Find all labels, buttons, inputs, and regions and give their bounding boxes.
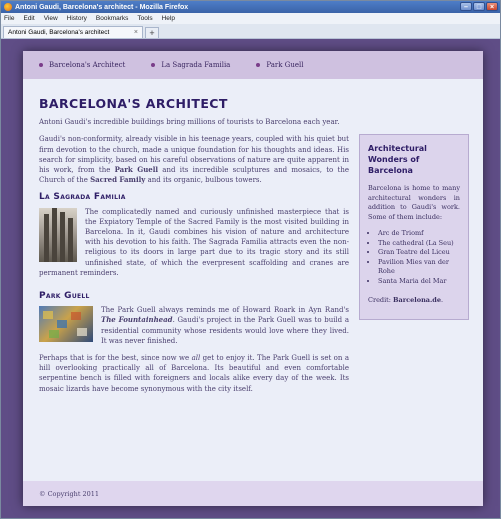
copyright-text: © Copyright 2011 <box>39 489 100 498</box>
text: . Gaudi's project in the Park Guell was to build a residential community whose residents would love where they lived. It was never finished. <box>101 316 349 345</box>
menu-tools[interactable]: Tools <box>137 15 153 22</box>
text: . <box>440 296 444 304</box>
menu-bar <box>1 13 500 24</box>
title-bar <box>1 1 500 13</box>
menu-history[interactable]: History <box>66 15 87 22</box>
park-guell-image <box>39 306 93 342</box>
intro-paragraph-2 <box>39 134 349 185</box>
all-emphasis: all <box>191 354 201 363</box>
sagrada-familia-image <box>39 208 77 262</box>
park-guell-emphasis: Park Guell <box>114 165 159 175</box>
text: Gaudi's non-conformity, already visible in his teenage years, coupled with his quiet but firm devotion to the church, made a unique foundation for his thoughts and ideas. His search for simplicity, based on his careful observations of nature are quite apparent in his work, from the <box>39 135 349 175</box>
text: The Park Guell always reminds me of Howard Roark in Ayn Rand's <box>101 306 349 315</box>
firefox-icon <box>4 3 12 11</box>
site-nav <box>23 51 483 79</box>
sidebar-title: Architectural Wonders of Barcelona <box>368 144 427 175</box>
page-title: BARCELONA'S ARCHITECT <box>39 96 228 111</box>
sidebar-text: Barcelona is home to many architectural wonders in addition to Gaudi's work. Some of them include: <box>368 184 460 221</box>
text: and its organic, bulbous towers. <box>145 176 262 185</box>
heading-sagrada-familia: La Sagrada Familia <box>39 192 126 203</box>
heading-park-guell: Park Guell <box>39 291 90 302</box>
list-item: • Arc de Triomf <box>378 229 460 239</box>
nav-label: Park Guell <box>266 61 304 69</box>
menu-bookmarks[interactable]: Bookmarks <box>95 15 129 22</box>
menu-view[interactable]: View <box>43 15 58 22</box>
tab-close-icon[interactable]: × <box>133 29 138 36</box>
list-item: • Santa Maria del Mar <box>378 277 460 287</box>
list-item: • Pavilion Mies van der Rohe <box>378 258 460 277</box>
credit-link[interactable]: Barcelona.de <box>393 296 441 304</box>
nav-barcelonas-architect[interactable] <box>39 61 125 69</box>
window-title: Antoni Gaudi, Barcelona's architect - Mozilla Firefox <box>15 3 189 11</box>
credit-label: Credit: <box>368 296 394 304</box>
window-controls <box>460 2 498 11</box>
tab-bar <box>1 24 500 39</box>
nav-bullet-icon <box>151 63 155 67</box>
maximize-button[interactable]: □ <box>473 2 485 11</box>
text: get to enjoy it. The Park Guell is set on a hill overlooking practically all of Barcelona. Its beautiful and even comfortable serpentine bench is filled with foreigners and locals alike every day of the week. Its mosaic lizards have become synonymous with the city itself. <box>39 354 349 393</box>
close-button[interactable]: × <box>486 2 498 11</box>
sagrada-paragraph: The complicatedly named and curiously unfinished masterpiece that is the Expiatory Temple of the Sacred Family is the most visited building in Barcelona. In it, Gaudi combines his vision of nature and architecture with his devotion to his faith. The Sagrada Familia attracts even the non-religious to its doors in large part due to its tragic story and its still unfinished state, of which the everpresent scaffolding and cranes are permanent reminders. <box>39 207 349 277</box>
nav-bullet-icon <box>39 63 43 67</box>
new-tab-button[interactable]: + <box>145 27 159 38</box>
list-item: • The cathedral (La Seu) <box>378 239 460 249</box>
minimize-button[interactable]: – <box>460 2 472 11</box>
intro-paragraph: Antoni Gaudi's incredible buildings bring millions of tourists to Barcelona each year. <box>39 118 340 127</box>
nav-bullet-icon <box>256 63 260 67</box>
park-paragraph-2 <box>39 353 349 394</box>
menu-file[interactable]: File <box>4 15 15 22</box>
text: Perhaps that is for the best, since now we <box>39 354 192 363</box>
web-page <box>23 51 483 506</box>
nav-label: La Sagrada Familia <box>161 61 231 69</box>
tab-gaudi[interactable] <box>3 26 143 38</box>
page-viewport <box>1 39 500 518</box>
text: and its incredible sculptures and mosaics, to the Church of the <box>39 166 349 185</box>
tab-title: Antoni Gaudi, Barcelona's architect <box>8 29 110 36</box>
wonders-list <box>368 229 460 286</box>
nav-park-guell[interactable] <box>256 61 303 69</box>
page-footer <box>23 481 483 506</box>
list-item: • Gran Teatre del Liceu <box>378 248 460 258</box>
menu-edit[interactable]: Edit <box>23 15 35 22</box>
sacred-family-emphasis: Sacred Family <box>90 175 146 185</box>
sidebar-credit <box>368 296 460 306</box>
nav-label: Barcelona's Architect <box>49 61 126 69</box>
main-content <box>39 93 349 401</box>
menu-help[interactable]: Help <box>161 15 175 22</box>
sidebar-box <box>359 134 469 320</box>
nav-la-sagrada-familia[interactable] <box>151 61 230 69</box>
book-title: The Fountainhead <box>101 315 173 325</box>
